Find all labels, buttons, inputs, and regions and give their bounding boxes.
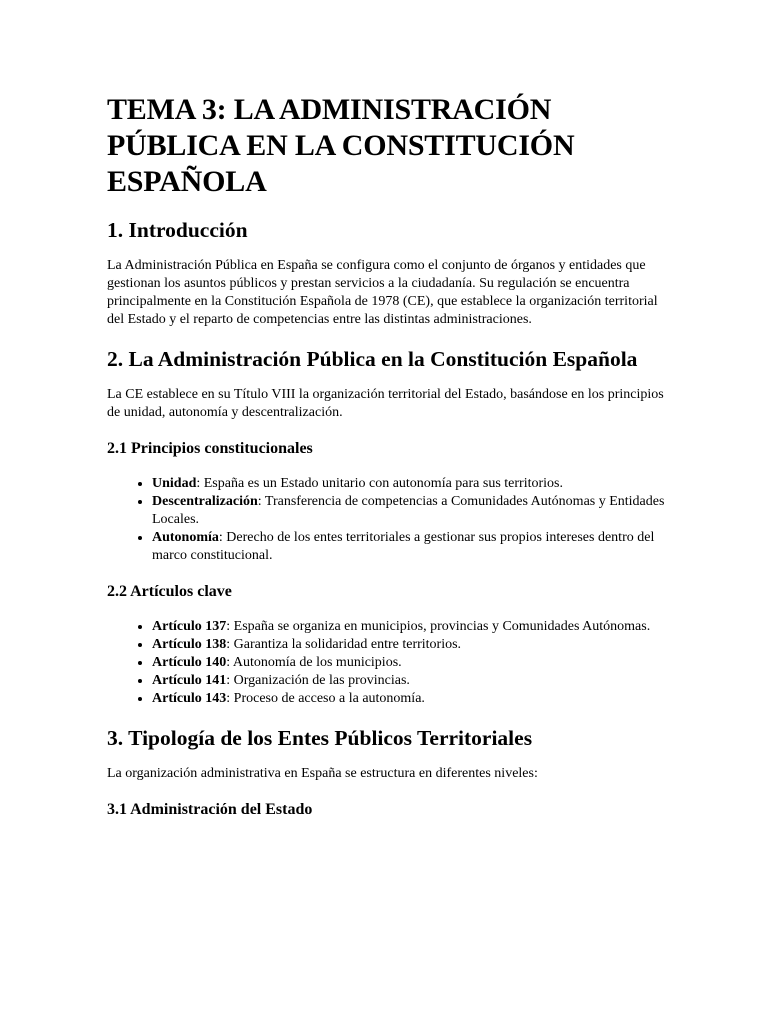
document-title: TEMA 3: LA ADMINISTRACIÓN PÚBLICA EN LA CONSTITUCIÓN ESPAÑOLA — [107, 93, 575, 198]
tipologia-paragraph: La organización administrativa en España se estructura en diferentes niveles: — [107, 766, 538, 781]
list-item-desc: : Garantiza la solidaridad entre territorios. — [226, 637, 462, 652]
list-item — [152, 672, 667, 690]
subsection-heading-administracion-estado: 3.1 Administración del Estado — [107, 801, 313, 818]
document-page — [107, 92, 667, 836]
list-item-desc: : Transferencia de competencias a Comunidades Autónomas y Entidades Locales. — [152, 494, 665, 527]
intro-paragraph: La Administración Pública en España se configura como el conjunto de órganos y entidades que gestionan los asuntos públicos y prestan servicios a la ciudadanía. Su regulación se encuentra principalmente en la Constitución Española de 1978 (CE), que establece la organización territorial del Estado y el reparto de competencias entre las distintas administraciones. — [107, 258, 658, 327]
list-item-term: Artículo 138 — [152, 637, 227, 652]
list-item-term: Artículo 137 — [152, 619, 227, 634]
list-item — [152, 529, 667, 565]
ce-paragraph: La CE establece en su Título VIII la organización territorial del Estado, basándose en los principios de unidad, autonomía y descentralización. — [107, 387, 664, 420]
subsection-heading-principios: 2.1 Principios constitucionales — [107, 440, 313, 457]
list-item-desc: : España es un Estado unitario con autonomía para sus territorios. — [196, 476, 563, 491]
list-item-term: Descentralización — [152, 494, 258, 509]
list-item-desc: : Derecho de los entes territoriales a gestionar sus propios intereses dentro del marco constitucional. — [152, 530, 655, 563]
list-item-desc: : Proceso de acceso a la autonomía. — [226, 691, 425, 706]
subsection-heading-articulos: 2.2 Artículos clave — [107, 583, 232, 600]
list-item-term: Artículo 143 — [152, 691, 227, 706]
list-item — [152, 493, 667, 529]
list-item — [152, 690, 667, 708]
list-item-term: Unidad — [152, 476, 197, 491]
list-item-term: Artículo 141 — [152, 673, 227, 688]
section-heading-tipologia: 3. Tipología de los Entes Públicos Territoriales — [107, 726, 533, 750]
list-item-desc: : España se organiza en municipios, provincias y Comunidades Autónomas. — [226, 619, 651, 634]
list-item — [152, 654, 667, 672]
list-item-desc: : Organización de las provincias. — [226, 673, 410, 688]
articulos-list — [107, 618, 667, 708]
principios-list — [107, 475, 667, 565]
list-item — [152, 636, 667, 654]
list-item-term: Autonomía — [152, 530, 219, 545]
list-item — [152, 618, 667, 636]
list-item — [152, 475, 667, 493]
list-item-term: Artículo 140 — [152, 655, 227, 670]
section-heading-introduccion: 1. Introducción — [107, 218, 248, 242]
list-item-desc: : Autonomía de los municipios. — [226, 655, 402, 670]
section-heading-administracion-constitucion: 2. La Administración Pública en la Constitución Española — [107, 347, 638, 371]
